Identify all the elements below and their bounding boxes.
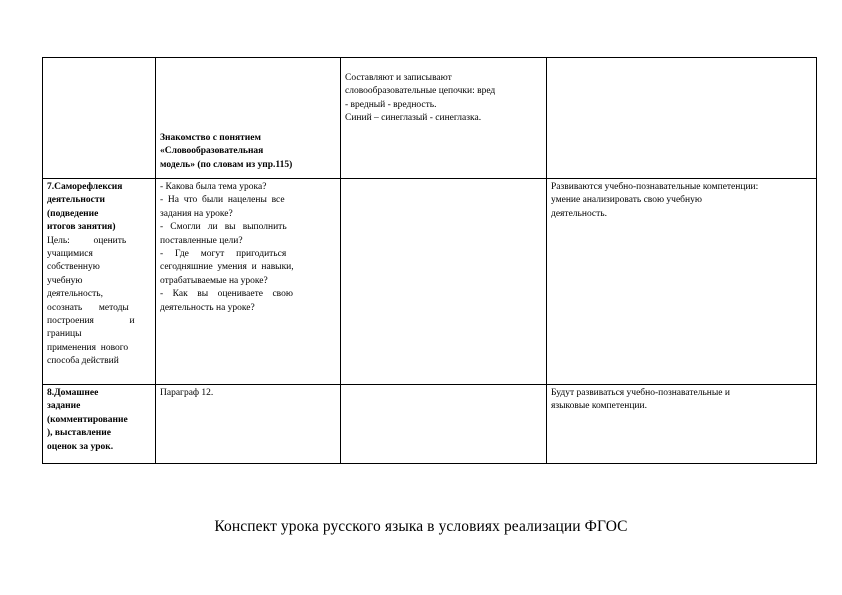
row3-competence-line: языковые компетенции. xyxy=(551,401,647,412)
row2-question-line: - Смогли ли вы выполнить xyxy=(160,222,287,233)
row1-stage-cell xyxy=(43,58,156,179)
row2-question-line: поставленные цели? xyxy=(160,235,243,246)
row2-stage-title-line: итогов занятия) xyxy=(47,222,116,233)
row3-stage-line: (комментирование xyxy=(47,414,128,425)
row1-student-line: Составляют и записывают xyxy=(345,73,452,83)
row1-student-line: словообразовательные цепочки: вред xyxy=(345,86,496,97)
row2-goal-line: учащимися xyxy=(47,249,93,260)
row1-activity-cell xyxy=(156,58,341,179)
row1-student-line: - вредный - вредность. xyxy=(345,99,437,110)
row2-student-activity-cell xyxy=(341,179,547,385)
lesson-plan-table xyxy=(42,57,817,464)
row2-stage-title-line: 7.Саморефлексия xyxy=(47,182,123,192)
row2-question-line: деятельность на уроке? xyxy=(160,302,255,313)
row1-competence-cell xyxy=(547,58,817,179)
row2-competence-line: деятельность. xyxy=(551,208,608,219)
row2-goal-line: учебную xyxy=(47,275,83,286)
row2-goal-line: собственную xyxy=(47,262,100,273)
row2-competence-cell xyxy=(547,179,817,385)
row2-goal-line: способа действий xyxy=(47,356,119,367)
row2-stage-cell xyxy=(43,179,156,385)
row1-activity-line: «Словообразовательная xyxy=(160,146,264,157)
row3-competence-cell xyxy=(547,385,817,464)
table-row xyxy=(43,179,817,385)
row2-goal-line: осознать методы xyxy=(47,302,129,313)
row2-question-line: сегодняшние умения и навыки, xyxy=(160,262,294,273)
table-row xyxy=(43,385,817,464)
row3-stage-cell xyxy=(43,385,156,464)
row3-stage-line: оценок за урок. xyxy=(47,441,114,452)
row1-activity-line: Знакомство с понятием xyxy=(160,132,261,143)
row3-competence-line: Будут развиваться учебно-познавательные и xyxy=(551,388,730,398)
row2-goal-line: Цель: оценить xyxy=(47,235,127,246)
row2-stage-title-line: деятельности xyxy=(47,195,105,206)
row2-question-line: - На что были нацелены все xyxy=(160,195,285,206)
row2-goal-line: деятельность, xyxy=(47,289,104,300)
row2-question-line: задания на уроке? xyxy=(160,208,233,219)
row3-stage-line: ), выставление xyxy=(47,428,111,439)
row2-competence-line: умение анализировать свою учебную xyxy=(551,195,702,206)
row2-stage-title-line: (подведение xyxy=(47,208,99,219)
row2-question-line: - Какова была тема урока? xyxy=(160,182,267,192)
row3-activity-cell: Параграф 12. xyxy=(156,385,341,464)
row3-student-activity-cell xyxy=(341,385,547,464)
row2-competence-line: Развиваются учебно-познавательные компетенции: xyxy=(551,182,759,192)
document-title: Конспект урока русского языка в условиях реализации ФГОС xyxy=(214,518,628,535)
row2-activity-cell xyxy=(156,179,341,385)
row3-stage-line: 8.Домашнее xyxy=(47,388,99,398)
row2-question-line: - Где могут пригодиться xyxy=(160,249,287,260)
row2-goal-line: построения и xyxy=(47,316,135,327)
row2-goal-line: применения нового xyxy=(47,342,129,353)
row2-question-line: - Как вы оцениваете свою xyxy=(160,289,293,300)
row1-activity-line: модель» (по словам из упр.115) xyxy=(160,159,293,170)
row2-question-line: отрабатываемые на уроке? xyxy=(160,275,268,286)
row1-student-activity-cell xyxy=(341,58,547,179)
row2-goal-line: границы xyxy=(47,329,82,340)
table-row xyxy=(43,58,817,179)
row1-student-line: Синий – синеглазый - синеглазка. xyxy=(345,113,482,124)
row3-stage-line: задание xyxy=(47,401,81,412)
